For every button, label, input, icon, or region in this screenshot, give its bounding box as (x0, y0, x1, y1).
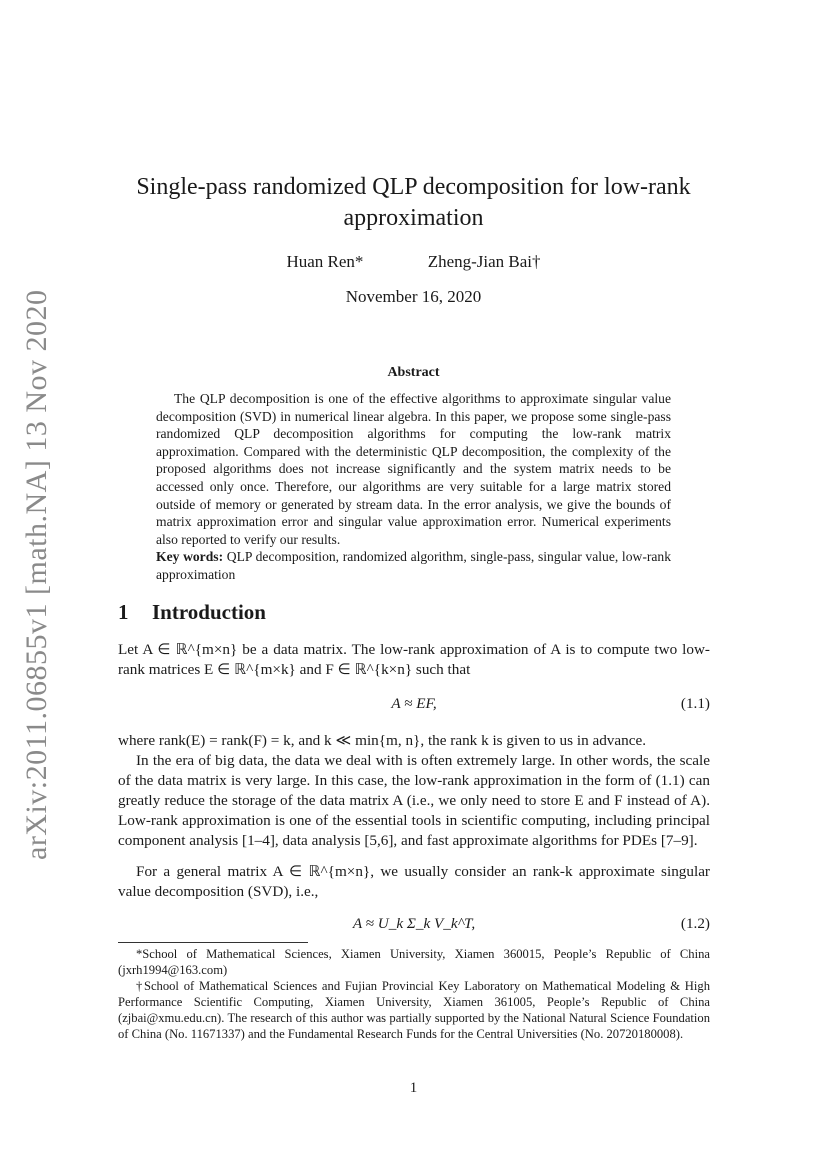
author-1: Huan Ren* (286, 252, 364, 271)
section-title: Introduction (152, 600, 266, 624)
equation-1-1-expr: A ≈ EF, (391, 695, 437, 712)
paragraph-2: where rank(E) = rank(F) = k, and k ≪ min{m, n}, the rank k is given to us in advance. (118, 732, 646, 749)
arxiv-sidebar-stamp: arXiv:2011.06855v1 [math.NA] 13 Nov 2020 (20, 289, 53, 860)
footnote-2: †School of Mathematical Sciences and Fujian Provincial Key Laboratory on Mathematical Modeling & High Performance Scientific Computing, Xiamen University, Xiamen 361005, People’s Republic of China (zjbai@xmu.edu.cn). The research of this author was partially supported by the National Natural Science Foundation of China (No. 11671337) and the Fundamental Research Funds for the Central Universities (No. 20720180008). (118, 979, 710, 1041)
keywords-text: QLP decomposition, randomized algorithm, single-pass, singular value, low-rank approximation (156, 549, 671, 582)
paper-date: November 16, 2020 (345, 287, 482, 306)
abstract-heading: Abstract (387, 365, 440, 380)
paragraph-1: Let A ∈ ℝ^{m×n} be a data matrix. The low-rank approximation of A is to compute two low-rank matrices E ∈ ℝ^{m×k} and F ∈ ℝ^{k×n} such that (118, 641, 710, 678)
footnote-rule (118, 942, 308, 943)
paragraph-4: For a general matrix A ∈ ℝ^{m×n}, we usually consider an rank-k approximate singular value decomposition (SVD), i.e., (118, 863, 710, 900)
paper-title (100, 172, 727, 234)
section-number: 1 (118, 600, 129, 624)
keywords (156, 548, 671, 583)
section-heading (118, 600, 266, 625)
author-2: Zheng-Jian Bai† (427, 252, 541, 271)
footnote-1: *School of Mathematical Sciences, Xiamen University, Xiamen 360015, People’s Republic of China (jxrh1994@163.com) (118, 947, 710, 977)
keywords-label: Key words: (156, 549, 224, 565)
equation-1-2-label: (1.2) (680, 915, 710, 932)
paragraph-3: In the era of big data, the data we deal with is often extremely large. In other words, the scale of the data matrix is very large. In this case, the low-rank approximation in the form of (1.1) can greatly reduce the storage of the data matrix A (i.e., we only need to store E and F instead of A). Low-rank approximation is one of the essential tools in scientific computing, including principal component analysis [1–4], data analysis [5,6], and fast approximate algorithms for PDEs [7–9]. (118, 752, 710, 849)
equation-1-2-expr: A ≈ U_k Σ_k V_k^T, (352, 915, 476, 932)
abstract-body (156, 390, 671, 584)
equation-1-2 (118, 915, 710, 935)
title-line-1: Single-pass randomized QLP decomposition for low-rank (136, 174, 691, 200)
title-line-2: approximation (343, 205, 484, 231)
abstract-text: The QLP decomposition is one of the effective algorithms to approximate singular value decomposition (SVD) in numerical linear algebra. In this paper, we propose some single-pass randomized QLP decomposition algorithms for computing the low-rank matrix approximation. Compared with the deterministic QLP decomposition, the complexity of the proposed algorithms does not increase significantly and the system matrix needs to be accessed only once. Therefore, our algorithms are very suitable for a large matrix stored outside of memory or generated by stream data. In the error analysis, we give the bounds of matrix approximation error and singular value approximation error. Numerical experiments also reported to verify our results. (156, 391, 671, 547)
author-list (0, 252, 827, 272)
equation-1-1 (118, 695, 710, 715)
equation-1-1-label: (1.1) (680, 695, 710, 712)
page-number: 1 (409, 1080, 418, 1096)
